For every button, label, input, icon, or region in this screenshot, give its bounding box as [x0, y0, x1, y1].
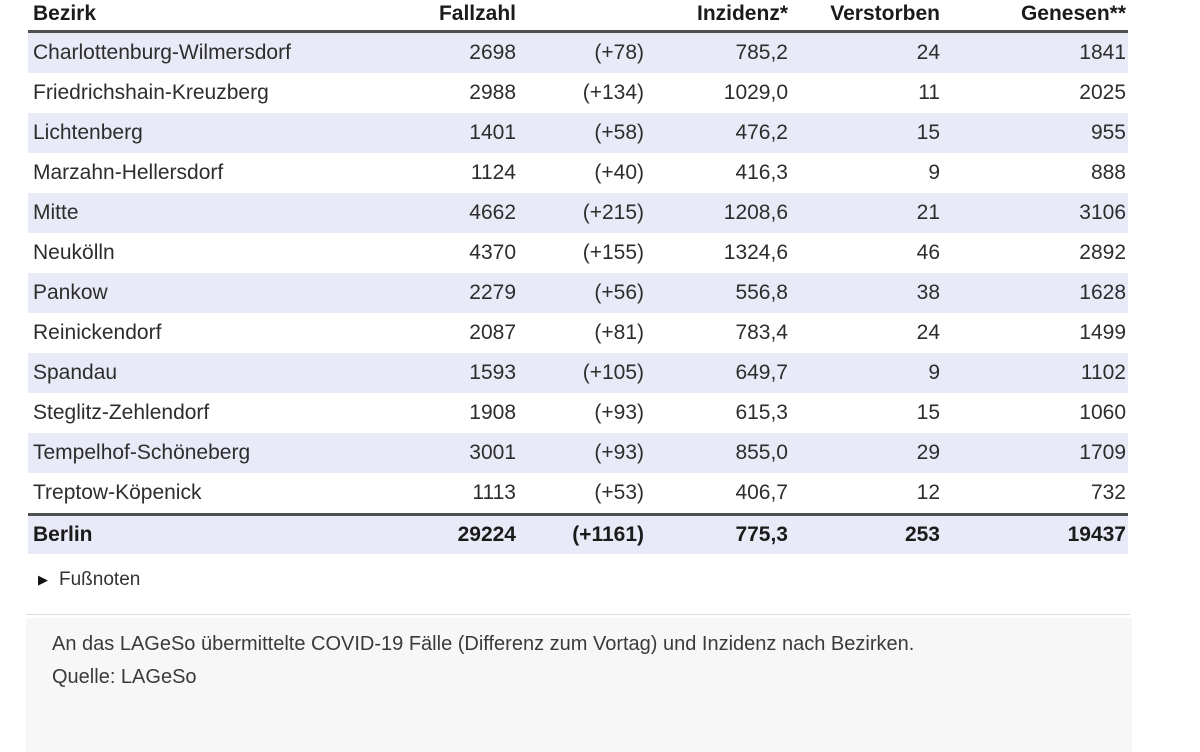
- header-row: [28, 0, 1128, 32]
- cell-inzidenz: 785,2: [735, 41, 788, 64]
- cell-verstorben: 38: [916, 281, 940, 304]
- col-header-diff: [518, 0, 646, 32]
- table-row: [28, 193, 1128, 233]
- cell-verstorben: 12: [916, 481, 940, 504]
- total-cell-verstorben: 253: [790, 515, 942, 555]
- cell-bezirk: Neukölln: [33, 241, 115, 264]
- cell-inzidenz: 649,7: [735, 361, 788, 384]
- cell-bezirk: Pankow: [33, 281, 108, 304]
- table-row: [28, 353, 1128, 393]
- cell-fallzahl: 2087: [469, 321, 516, 344]
- cell-bezirk: Marzahn-Hellersdorf: [33, 161, 224, 184]
- cell-genesen: 732: [1090, 481, 1126, 504]
- cell-genesen: 1628: [1079, 281, 1126, 304]
- cell-verstorben: 15: [916, 121, 940, 144]
- cell-inzidenz: 1029,0: [723, 81, 788, 104]
- cell-genesen: 3106: [1079, 201, 1126, 224]
- cell-inzidenz: 615,3: [735, 401, 788, 424]
- cell-inzidenz: 1324,6: [723, 241, 788, 264]
- col-header-bezirk: Bezirk: [28, 0, 408, 32]
- cell-diff: (+215): [582, 201, 644, 224]
- covid-bezirke-table: [28, 0, 1128, 554]
- caption-box: [26, 618, 1132, 752]
- cell-fallzahl: 2698: [469, 41, 516, 64]
- cell-verstorben: 11: [918, 81, 940, 104]
- cell-verstorben: 24: [916, 41, 940, 64]
- cell-fallzahl: 1593: [469, 361, 516, 384]
- total-cell-bezirk: Berlin: [28, 515, 408, 555]
- cell-bezirk: Tempelhof-Schöneberg: [33, 441, 251, 464]
- cell-bezirk: Lichtenberg: [33, 121, 143, 144]
- cell-genesen: 2025: [1079, 81, 1126, 104]
- caption-source: Quelle: LAGeSo: [52, 666, 197, 688]
- table-row: [28, 153, 1128, 193]
- cell-verstorben: 21: [916, 201, 940, 224]
- table-row: [28, 233, 1128, 273]
- cell-diff: (+58): [594, 121, 644, 144]
- cell-verstorben: 29: [916, 441, 940, 464]
- cell-fallzahl: 2988: [469, 81, 516, 104]
- cell-bezirk: Reinickendorf: [33, 321, 162, 344]
- cell-diff: (+53): [594, 481, 644, 504]
- cell-genesen: 1102: [1080, 361, 1126, 384]
- cell-verstorben: 24: [916, 321, 940, 344]
- caption-divider: [26, 614, 1130, 615]
- cell-diff: (+40): [594, 161, 644, 184]
- cell-fallzahl: 1401: [469, 121, 516, 144]
- table-row: [28, 32, 1128, 74]
- cell-inzidenz: 406,7: [735, 481, 788, 504]
- table-header: [28, 0, 1128, 32]
- cell-bezirk: Charlottenburg-Wilmersdorf: [33, 41, 291, 64]
- cell-diff: (+155): [582, 241, 644, 264]
- cell-genesen: 888: [1090, 161, 1126, 184]
- cell-bezirk: Treptow-Köpenick: [33, 481, 202, 504]
- cell-inzidenz: 556,8: [735, 281, 788, 304]
- cell-fallzahl: 1908: [469, 401, 516, 424]
- table-row: [28, 473, 1128, 515]
- cell-bezirk: Steglitz-Zehlendorf: [33, 401, 210, 424]
- footnotes-toggle[interactable]: [38, 568, 140, 592]
- footnotes-toggle-label: Fußnoten: [59, 569, 141, 590]
- cell-diff: (+78): [594, 41, 644, 64]
- caption-text: An das LAGeSo übermittelte COVID-19 Fälle (Differenz zum Vortag) und Inzidenz nach Bezirken.: [52, 633, 915, 655]
- cell-diff: (+134): [582, 81, 644, 104]
- total-row: [28, 515, 1128, 555]
- cell-fallzahl: 2279: [469, 281, 516, 304]
- table-row: [28, 393, 1128, 433]
- col-header-genesen: Genesen**: [942, 0, 1128, 32]
- cell-genesen: 2892: [1079, 241, 1126, 264]
- total-cell-genesen: 19437: [942, 515, 1128, 555]
- cell-fallzahl: 4662: [469, 201, 516, 224]
- cell-inzidenz: 783,4: [735, 321, 788, 344]
- cell-inzidenz: 476,2: [735, 121, 788, 144]
- total-cell-inzidenz: 775,3: [646, 515, 790, 555]
- col-header-verstorben: Verstorben: [790, 0, 942, 32]
- triangle-right-icon: ▶: [38, 572, 48, 587]
- table-row: [28, 433, 1128, 473]
- cell-genesen: 1060: [1079, 401, 1126, 424]
- cell-inzidenz: 855,0: [735, 441, 788, 464]
- cell-verstorben: 9: [928, 361, 940, 384]
- cell-fallzahl: 1124: [470, 161, 516, 184]
- cell-fallzahl: 3001: [469, 441, 516, 464]
- cell-inzidenz: 1208,6: [723, 201, 788, 224]
- cell-diff: (+105): [582, 361, 644, 384]
- cell-inzidenz: 416,3: [735, 161, 788, 184]
- cell-diff: (+93): [594, 401, 644, 424]
- table-row: [28, 313, 1128, 353]
- cell-genesen: 1499: [1079, 321, 1126, 344]
- table-row: [28, 273, 1128, 313]
- cell-bezirk: Friedrichshain-Kreuzberg: [33, 81, 269, 104]
- cell-verstorben: 46: [916, 241, 940, 264]
- cell-bezirk: Spandau: [33, 361, 118, 384]
- cell-diff: (+81): [594, 321, 644, 344]
- cell-genesen: 1709: [1079, 441, 1126, 464]
- col-header-fallzahl: Fallzahl: [408, 0, 518, 32]
- table-row: [28, 113, 1128, 153]
- table-footer: [28, 515, 1128, 555]
- cell-diff: (+93): [594, 441, 644, 464]
- table-body: [28, 32, 1128, 515]
- col-header-inzidenz: Inzidenz*: [646, 0, 790, 32]
- table-row: [28, 73, 1128, 113]
- cell-fallzahl: 4370: [469, 241, 516, 264]
- cell-genesen: 1841: [1079, 41, 1126, 64]
- cell-diff: (+56): [594, 281, 644, 304]
- total-cell-fallzahl: 29224: [408, 515, 518, 555]
- total-cell-diff: (+1161): [518, 515, 646, 555]
- covid-bezirke-table-wrap: [28, 0, 1128, 554]
- cell-verstorben: 15: [916, 401, 940, 424]
- cell-verstorben: 9: [928, 161, 940, 184]
- cell-bezirk: Mitte: [33, 201, 79, 224]
- cell-fallzahl: 1113: [472, 481, 516, 504]
- cell-genesen: 955: [1090, 121, 1126, 144]
